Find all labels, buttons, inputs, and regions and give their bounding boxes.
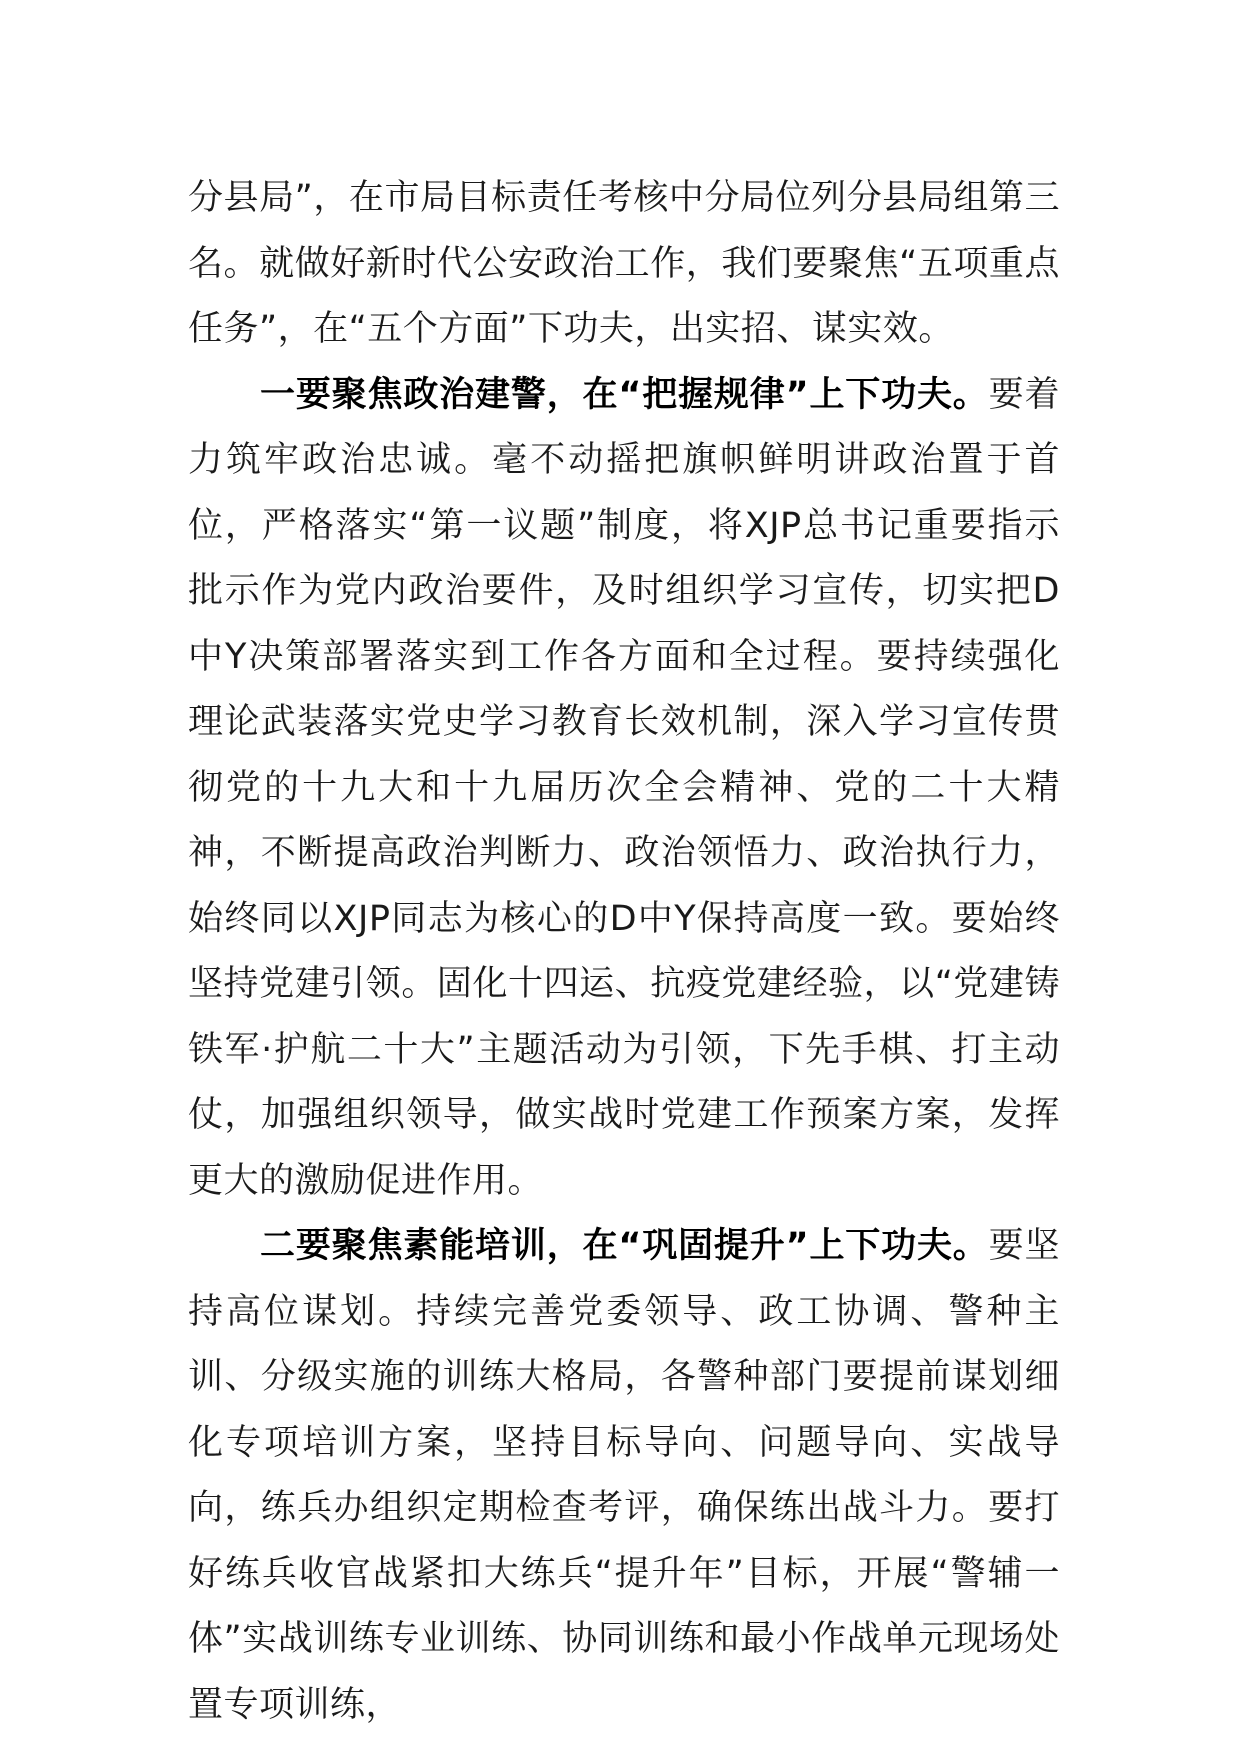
paragraph-2-lead: 一要聚焦政治建警，在“把握规律”上下功夫。: [260, 374, 989, 415]
paragraph-1: [188, 166, 1060, 363]
document-body: [188, 166, 1060, 1738]
paragraph-2-text: 要着力筑牢政治忠诚。毫不动摇把旗帜鲜明讲政治置于首位，严格落实“第一议题”制度，将XJP总书记重要指示批示作为党内政治要件，及时组织学习宣传，切实把D中Y决策部署落实到工作各方面和全过程。要持续强化理论武装落实党史学习教育长效机制，深入学习宣传贯彻党的十九大和十九届历次全会精神、党的二十大精神，不断提高政治判断力、政治领悟力、政治执行力，始终同以XJP同志为核心的D中Y保持高度一致。要始终坚持党建引领。固化十四运、抗疫党建经验，以“党建铸铁军·护航二十大”主题活动为引领，下先手棋、打主动仗，加强组织领导，做实战时党建工作预案方案，发挥更大的激励促进作用。: [188, 374, 1060, 1201]
paragraph-3-text: 要坚持高位谋划。持续完善党委领导、政工协调、警种主训、分级实施的训练大格局，各警种部门要提前谋划细化专项培训方案，坚持目标导向、问题导向、实战导向，练兵办组织定期检查考评，确保练出战斗力。要打好练兵收官战紧扣大练兵“提升年”目标，开展“警辅一体”实战训练专业训练、协同训练和最小作战单元现场处置专项训练，: [188, 1226, 1060, 1725]
paragraph-2: [188, 363, 1060, 1215]
paragraph-1-text: 分县局”，在市局目标责任考核中分局位列分县局组第三名。就做好新时代公安政治工作，我们要聚焦“五项重点任务”，在“五个方面”下功夫，出实招、谋实效。: [188, 178, 1060, 349]
paragraph-3: [188, 1214, 1060, 1738]
paragraph-3-lead: 二要聚焦素能培训，在“巩固提升”上下功夫。: [260, 1226, 989, 1266]
